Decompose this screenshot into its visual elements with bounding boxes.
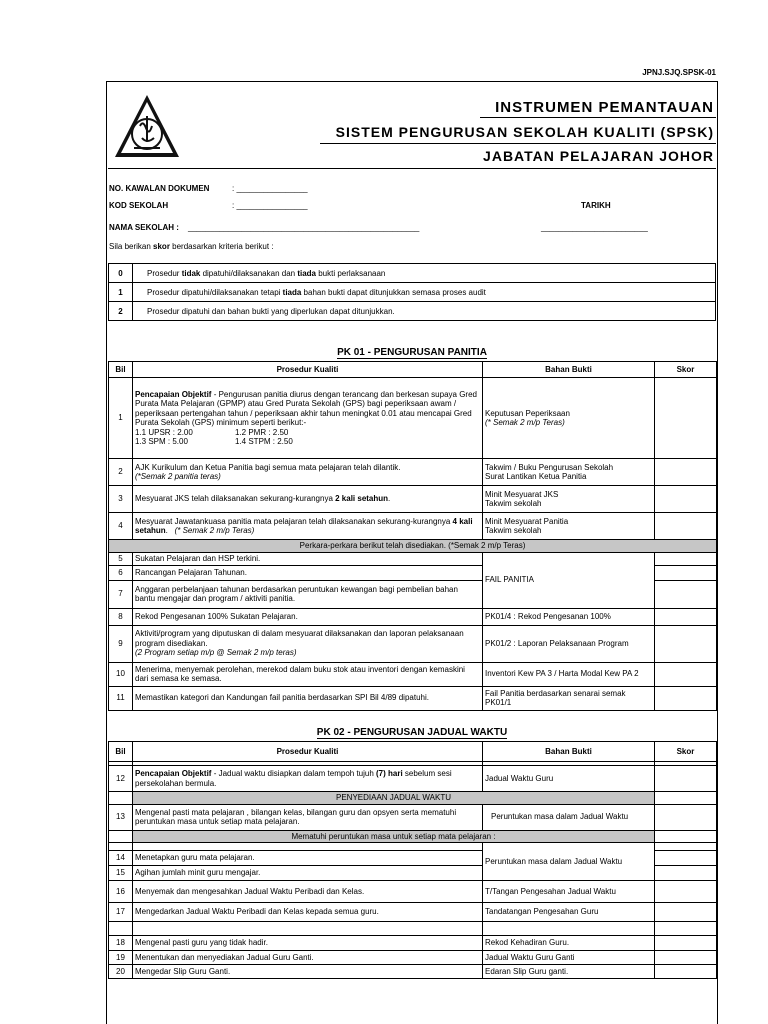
form-subtitle: SISTEM PENGURUSAN SEKOLAH KUALITI (SPSK) xyxy=(335,124,714,140)
skor-cell[interactable] xyxy=(655,580,717,608)
prosedur-cell: Pencapaian Objektif - Pengurusan panitia diurus dengan terancang dan berkesan supaya Gred Purata Mata Pelajaran (GPMP) atau Gred Purata Sekolah (GPS) bagi peperiksaan awam / peperiksaan pertengahan tahun / peperiksaan akhir tahun meningkat 0.01 atau mencapai Gred Purata Sekolah (GPS) minimum seperti berikut:- 1.1 UPSR : 2.00 1.2 PMR : 2.50 1.3 SPM : 5.00 1.4 STPM : 2.50 xyxy=(133,378,483,459)
row-number: 8 xyxy=(109,608,133,625)
skor-cell[interactable] xyxy=(655,804,717,830)
col-bil: Bil xyxy=(109,362,133,378)
row-number: 11 xyxy=(109,686,133,710)
skor-cell[interactable] xyxy=(655,608,717,625)
row-number: 12 xyxy=(109,766,133,792)
document-reference: JPNJ.SJQ.SPSK-01 xyxy=(642,68,716,77)
bahan-bukti-cell: Keputusan Peperiksaan (* Semak 2 m/p Teras) xyxy=(483,378,655,459)
subheader-text: PENYEDIAAN JADUAL WAKTU xyxy=(133,792,655,805)
score-row xyxy=(109,302,716,321)
bahan-bukti-cell: Fail Panitia berdasarkan senarai semak PK01/1 xyxy=(483,686,655,710)
skor-cell[interactable] xyxy=(655,565,717,580)
score-row xyxy=(109,264,716,283)
skor-cell[interactable] xyxy=(655,903,717,922)
spacer-row xyxy=(109,843,717,851)
table-row xyxy=(109,625,717,662)
bahan-bukti-cell: Takwim / Buku Pengurusan Sekolah Surat Lantikan Ketua Panitia xyxy=(483,459,655,486)
skor-cell[interactable] xyxy=(655,686,717,710)
prosedur-cell: Menentukan dan menyediakan Jadual Guru Ganti. xyxy=(133,951,483,965)
table-row xyxy=(109,378,717,459)
skor-cell[interactable] xyxy=(655,951,717,965)
col-prosedur: Prosedur Kualiti xyxy=(133,362,483,378)
score-description: Prosedur tidak dipatuhi/dilaksanakan dan tiada bukti perlaksanaan xyxy=(133,264,716,283)
skor-cell[interactable] xyxy=(655,866,717,881)
skor-cell[interactable] xyxy=(655,378,717,459)
row-number: 7 xyxy=(109,580,133,608)
row-number: 19 xyxy=(109,951,133,965)
table-row xyxy=(109,804,717,830)
subtitle-underline xyxy=(320,143,716,144)
department-name: JABATAN PELAJARAN JOHOR xyxy=(483,148,714,164)
title-underline xyxy=(480,117,716,118)
bahan-bukti-cell: PK01/2 : Laporan Pelaksanaan Program xyxy=(483,625,655,662)
skor-cell[interactable] xyxy=(655,513,717,540)
prosedur-cell: Mengenal pasti mata pelajaran , bilangan kelas, bilangan guru dan opsyen serta mematuhi peruntukan masa untuk setiap mata pelajaran. xyxy=(133,804,483,830)
table-row xyxy=(109,965,717,979)
bahan-bukti-cell: Edaran Slip Guru ganti. xyxy=(483,965,655,979)
tarikh-label: TARIKH xyxy=(581,201,611,210)
score-value: 1 xyxy=(109,283,133,302)
scoring-criteria-table xyxy=(108,263,716,321)
prosedur-cell: Mengedar Slip Guru Ganti. xyxy=(133,965,483,979)
table-row xyxy=(109,552,717,565)
prosedur-cell: Aktiviti/program yang diputuskan di dalam mesyuarat dilaksanakan dan laporan pelaksanaan program disediakan. (2 Program setiap m/p @ Semak 2 m/p teras) xyxy=(133,625,483,662)
score-description: Prosedur dipatuhi dan bahan bukti yang diperlukan dapat ditunjukkan. xyxy=(133,302,716,321)
table-row xyxy=(109,766,717,792)
row-number: 15 xyxy=(109,866,133,881)
bahan-bukti-cell: PK01/4 : Rekod Pengesanan 100% xyxy=(483,608,655,625)
skor-cell[interactable] xyxy=(655,965,717,979)
bahan-bukti-cell: Minit Mesyuarat Panitia Takwim sekolah xyxy=(483,513,655,540)
row-number: 5 xyxy=(109,552,133,565)
spacer-row xyxy=(109,922,717,936)
row-number: 16 xyxy=(109,881,133,903)
prosedur-cell: Rekod Pengesanan 100% Sukatan Pelajaran. xyxy=(133,608,483,625)
col-bahan-bukti: Bahan Bukti xyxy=(483,742,655,762)
row-number: 1 xyxy=(109,378,133,459)
scoring-instruction: Sila berikan skor berdasarkan kriteria berikut : xyxy=(109,242,274,251)
prosedur-cell: Sukatan Pelajaran dan HSP terkini. xyxy=(133,552,483,565)
bahan-bukti-cell: Jadual Waktu Guru xyxy=(483,766,655,792)
skor-cell[interactable] xyxy=(655,936,717,951)
kod-sekolah-field[interactable]: : ________________ xyxy=(232,201,308,210)
skor-cell[interactable] xyxy=(655,486,717,513)
row-number: 2 xyxy=(109,459,133,486)
bahan-bukti-cell: Minit Mesyuarat JKS Takwim sekolah xyxy=(483,486,655,513)
bahan-bukti-cell: Rekod Kehadiran Guru. xyxy=(483,936,655,951)
shaded-subheader xyxy=(109,540,717,553)
table-row xyxy=(109,936,717,951)
prosedur-cell: AJK Kurikulum dan Ketua Panitia bagi semua mata pelajaran telah dilantik. (*Semak 2 panitia teras) xyxy=(133,459,483,486)
row-number: 6 xyxy=(109,565,133,580)
row-number: 17 xyxy=(109,903,133,922)
bahan-bukti-cell: Jadual Waktu Guru Ganti xyxy=(483,951,655,965)
table-row xyxy=(109,513,717,540)
row-number: 20 xyxy=(109,965,133,979)
row-number: 18 xyxy=(109,936,133,951)
bahan-bukti-cell: Peruntukan masa dalam Jadual Waktu xyxy=(483,843,655,881)
prosedur-cell: Pencapaian Objektif - Jadual waktu disiapkan dalam tempoh tujuh (7) hari sebelum sesi persekolahan bermula. xyxy=(133,766,483,792)
prosedur-cell: Menetapkan guru mata pelajaran. xyxy=(133,851,483,866)
skor-cell[interactable] xyxy=(655,766,717,792)
pk02-section-title: PK 02 - PENGURUSAN JADUAL WAKTU xyxy=(316,727,508,738)
shaded-subheader xyxy=(109,830,717,843)
prosedur-cell: Rancangan Pelajaran Tahunan. xyxy=(133,565,483,580)
pk02-table xyxy=(108,741,717,979)
prosedur-cell: Menyemak dan mengesahkan Jadual Waktu Peribadi dan Kelas. xyxy=(133,881,483,903)
prosedur-cell: Mengenal pasti guru yang tidak hadir. xyxy=(133,936,483,951)
table-row xyxy=(109,662,717,686)
table-row xyxy=(109,459,717,486)
prosedur-cell: Mesyuarat JKS telah dilaksanakan sekurang-kurangnya 2 kali setahun. xyxy=(133,486,483,513)
shaded-subheader xyxy=(109,792,717,805)
score-value: 0 xyxy=(109,264,133,283)
subheader-text: Mematuhi peruntukan masa untuk setiap mata pelajaran : xyxy=(133,830,655,843)
kod-sekolah-label: KOD SEKOLAH xyxy=(109,201,169,210)
skor-cell[interactable] xyxy=(655,625,717,662)
pk01-section-title: PK 01 - PENGURUSAN PANITIA xyxy=(337,347,487,358)
score-value: 2 xyxy=(109,302,133,321)
bahan-bukti-cell: Inventori Kew PA 3 / Harta Modal Kew PA 2 xyxy=(483,662,655,686)
row-number: 3 xyxy=(109,486,133,513)
skor-cell[interactable] xyxy=(655,459,717,486)
form-title: INSTRUMEN PEMANTAUAN xyxy=(495,99,714,116)
skor-cell[interactable] xyxy=(655,851,717,866)
table-row xyxy=(109,951,717,965)
col-skor: Skor xyxy=(655,362,717,378)
score-description: Prosedur dipatuhi/dilaksanakan tetapi tiada bahan bukti dapat ditunjukkan semasa proses audit xyxy=(133,283,716,302)
no-kawalan-field[interactable]: : ________________ xyxy=(232,184,308,193)
header-divider xyxy=(108,168,716,169)
score-row xyxy=(109,283,716,302)
prosedur-cell: Menerima, menyemak perolehan, merekod dalam buku stok atau inventori dengan kemaskini dari semasa ke semasa. xyxy=(133,662,483,686)
bahan-bukti-cell: Tandatangan Pengesahan Guru xyxy=(483,903,655,922)
subheader-text: Perkara-perkara berikut telah disediakan. (*Semak 2 m/p Teras) xyxy=(109,540,717,553)
row-number: 10 xyxy=(109,662,133,686)
table-row xyxy=(109,881,717,903)
prosedur-cell: Memastikan kategori dan Kandungan fail panitia berdasarkan SPI Bil 4/89 dipatuhi. xyxy=(133,686,483,710)
prosedur-cell: Mesyuarat Jawatankuasa panitia mata pelajaran telah dilaksanakan sekurang-kurangnya 4 kali setahun. (* Semak 2 m/p Teras) xyxy=(133,513,483,540)
bahan-bukti-cell: T/Tangan Pengesahan Jadual Waktu xyxy=(483,881,655,903)
table-row xyxy=(109,608,717,625)
col-bahan-bukti: Bahan Bukti xyxy=(483,362,655,378)
col-skor: Skor xyxy=(655,742,717,762)
no-kawalan-label: NO. KAWALAN DOKUMEN xyxy=(109,184,210,193)
skor-cell[interactable] xyxy=(655,552,717,565)
table-row xyxy=(109,903,717,922)
jabatan-pelajaran-johor-emblem xyxy=(112,92,182,162)
bahan-bukti-cell: FAIL PANITIA xyxy=(483,552,655,608)
col-bil: Bil xyxy=(109,742,133,762)
row-number: 14 xyxy=(109,851,133,866)
nama-sekolah-field[interactable]: ____________________________________________________ xyxy=(188,223,420,232)
col-prosedur: Prosedur Kualiti xyxy=(133,742,483,762)
skor-cell[interactable] xyxy=(655,662,717,686)
prosedur-cell: Mengedarkan Jadual Waktu Peribadi dan Kelas kepada semua guru. xyxy=(133,903,483,922)
nama-sekolah-label: NAMA SEKOLAH : xyxy=(109,223,179,232)
prosedur-cell: Agihan jumlah minit guru mengajar. xyxy=(133,866,483,881)
row-number: 13 xyxy=(109,804,133,830)
table-row xyxy=(109,486,717,513)
tarikh-field[interactable]: ________________________ xyxy=(541,223,648,232)
row-number: 9 xyxy=(109,625,133,662)
table-row xyxy=(109,686,717,710)
bahan-bukti-cell: Peruntukan masa dalam Jadual Waktu xyxy=(483,804,655,830)
pk01-table xyxy=(108,361,717,711)
skor-cell[interactable] xyxy=(655,881,717,903)
prosedur-cell: Anggaran perbelanjaan tahunan berdasarkan peruntukan kewangan bagi pembelian bahan bantu mengajar dan program / aktiviti panitia. xyxy=(133,580,483,608)
row-number: 4 xyxy=(109,513,133,540)
